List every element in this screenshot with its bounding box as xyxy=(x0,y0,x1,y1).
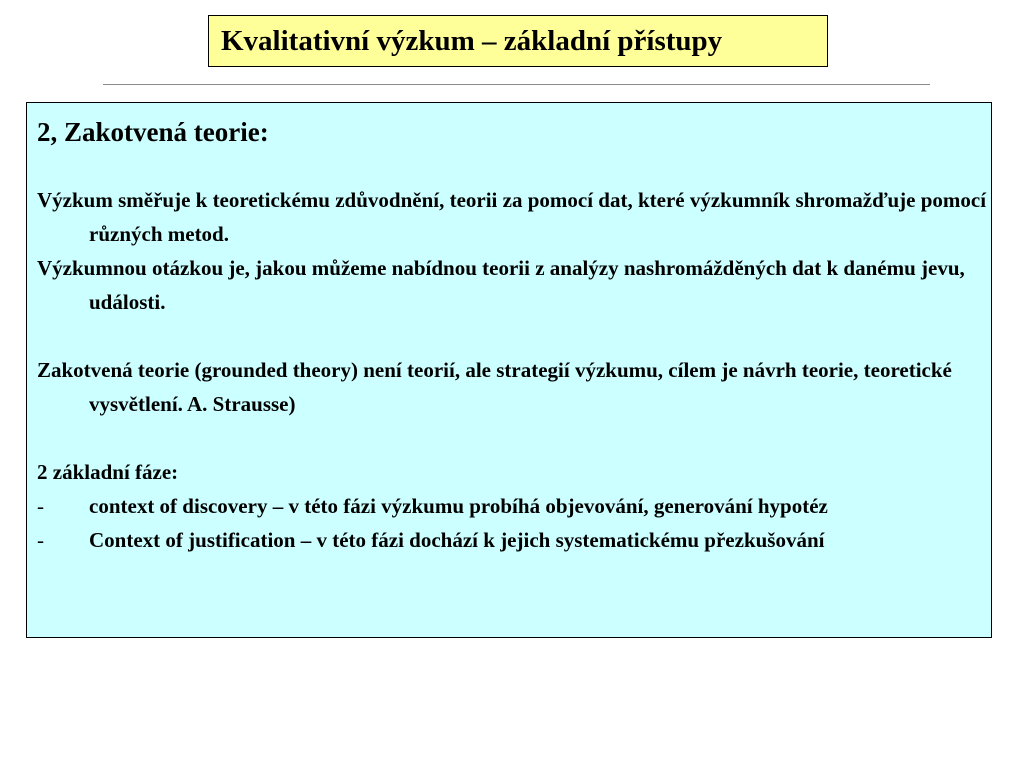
spacer xyxy=(37,421,991,455)
dash-bullet: - xyxy=(37,528,44,552)
spacer xyxy=(37,149,991,183)
list-item-phase-justification xyxy=(37,523,991,557)
content-box xyxy=(26,102,992,638)
paragraph-research-question: Výzkumnou otázkou je, jakou můžeme nabídnou teorii z analýzy nashromážděných dat k danému jevu, události. xyxy=(37,256,965,314)
dash-bullet: - xyxy=(37,494,44,518)
title-divider xyxy=(103,84,930,85)
paragraph-research-direction: Výzkum směřuje k teoretickému zdůvodnění, teorii za pomocí dat, které výzkumník shromažďuje pomocí různých metod. xyxy=(37,188,987,246)
section-heading: 2, Zakotvená teorie: xyxy=(37,117,269,147)
phases-heading: 2 základní fáze: xyxy=(37,460,179,484)
paragraph-grounded-theory: Zakotvená teorie (grounded theory) není teorií, ale strategií výzkumu, cílem je návrh teorie, teoretické vysvětlení. A. Strausse) xyxy=(37,358,952,416)
spacer xyxy=(37,319,991,353)
slide-title-box xyxy=(208,15,828,67)
phase-text: context of discovery – v této fázi výzkumu probíhá objevování, generování hypotéz xyxy=(89,494,828,518)
list-item-phase-discovery xyxy=(37,489,991,523)
phase-text: Context of justification – v této fázi dochází k jejich systematickému přezkušování xyxy=(89,528,825,552)
slide-title: Kvalitativní výzkum – základní přístupy xyxy=(221,24,723,57)
